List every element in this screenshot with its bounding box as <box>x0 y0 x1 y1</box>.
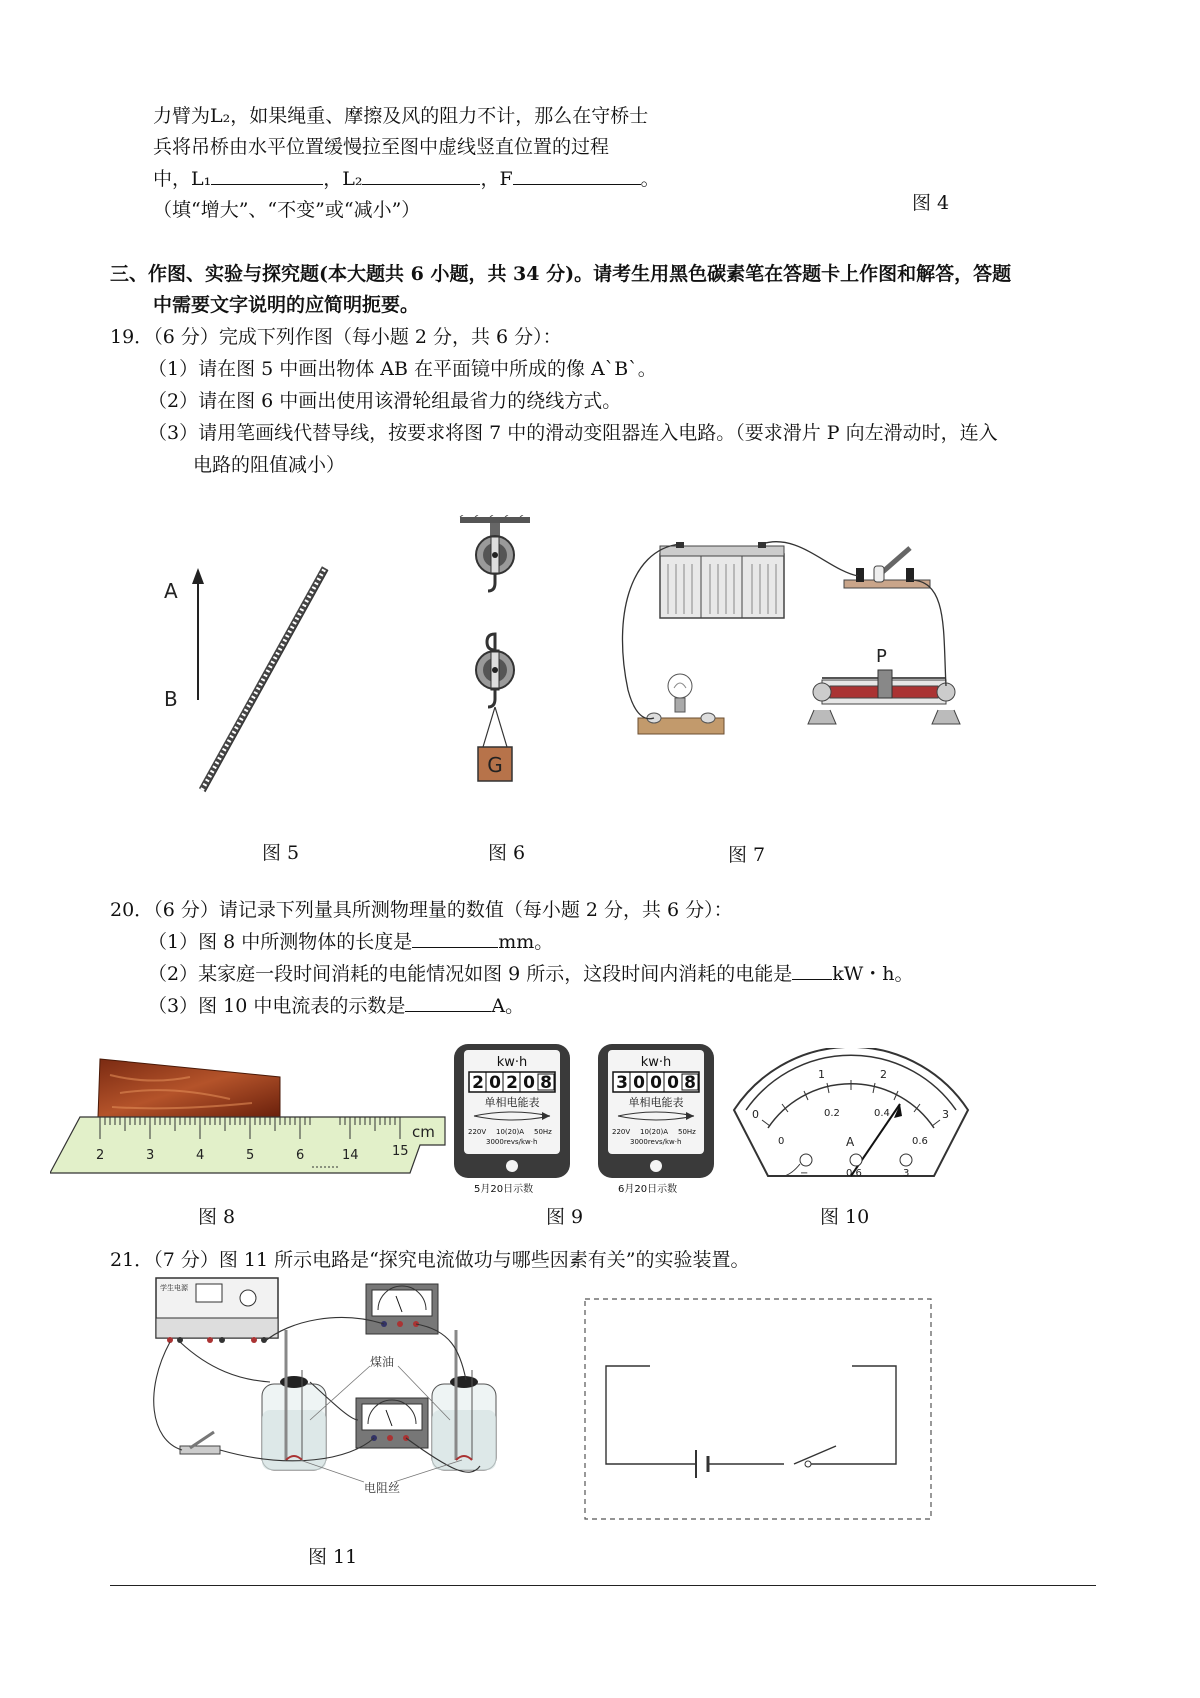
outer-tick-3: 3 <box>942 1108 949 1121</box>
q19-item3-line2: 电路的阻值减小） <box>193 454 346 476</box>
q19-item2: （2）请在图 6 中画出使用该滑轮组最省力的绕线方式。 <box>148 390 622 412</box>
meter-1 <box>454 1044 570 1195</box>
meter2-digit-4: 0 <box>667 1073 679 1093</box>
outer-tick-1: 1 <box>818 1068 825 1081</box>
switch-small <box>180 1432 220 1454</box>
ruler-body <box>50 1117 445 1173</box>
q18-line4: （填“增大”、“不变”或“减小”） <box>153 199 421 221</box>
meter-2 <box>598 1044 714 1195</box>
switch-contact <box>805 1461 811 1467</box>
power-supply <box>156 1278 278 1343</box>
meter1-spec-current: 10(20)A <box>496 1128 525 1136</box>
meter2-digit-3: 0 <box>650 1073 662 1093</box>
slider-label-p: P <box>876 646 887 667</box>
arrow-head <box>192 568 204 584</box>
meter2-digit-5: 8 <box>684 1073 696 1093</box>
dashed-border <box>585 1299 931 1519</box>
inner-tick-0: 0 <box>778 1136 785 1147</box>
inner-tick-0-2: 0.2 <box>824 1108 840 1119</box>
fig4-caption: 图 4 <box>912 192 950 214</box>
q20-stem: 20．（6 分）请记录下列量具所测物理量的数值（每小题 2 分，共 6 分）： <box>110 899 733 921</box>
fig6-pulley-diagram <box>450 515 540 800</box>
power-supply-label: 学生电源 <box>160 1284 188 1292</box>
meter1-digit-2: 0 <box>489 1073 501 1093</box>
q20-item3: （3）图 10 中电流表的示数是 A。 <box>148 995 525 1017</box>
tick-14: 14 <box>342 1148 359 1163</box>
flask-left <box>262 1330 326 1470</box>
answer-circuit-box <box>584 1298 934 1522</box>
meter2-digit-1: 3 <box>616 1073 628 1093</box>
page-bottom-rule <box>110 1585 1096 1586</box>
fig7-caption: 图 7 <box>728 844 766 866</box>
meter2-spec-freq: 50Hz <box>678 1128 696 1136</box>
fig8-ruler-diagram <box>50 1055 450 1180</box>
inner-tick-0-4: 0.4 <box>874 1108 890 1119</box>
tick-2: 2 <box>96 1148 105 1163</box>
partial-circuit <box>606 1366 896 1464</box>
meter1-digit-4: 0 <box>523 1073 535 1093</box>
meter2-unit: kw·h <box>640 1055 672 1070</box>
fig7-circuit-diagram <box>618 540 968 770</box>
label-a: A <box>164 579 178 603</box>
q21-stem: 21．（7 分）图 11 所示电路是“探究电流做功与哪些因素有关”的实验装置。 <box>110 1249 750 1271</box>
fig8-caption: 图 8 <box>198 1206 236 1228</box>
fig10-caption: 图 10 <box>820 1206 870 1228</box>
meter1-digit-5: 8 <box>540 1073 552 1093</box>
meter1-spec-freq: 50Hz <box>534 1128 552 1136</box>
movable-pulley <box>476 634 514 707</box>
q19-item3-line1: （3）请用笔画线代替导线，按要求将图 7 中的滑动变阻器连入电路。（要求滑片 P 向左滑动时，连入 <box>148 422 998 444</box>
flask-right <box>432 1330 496 1470</box>
sliding-rheostat <box>808 646 960 724</box>
q19-item1: （1）请在图 5 中画出物体 AB 在平面镜中所成的像 A`B`。 <box>148 358 657 380</box>
q20-item2: （2）某家庭一段时间消耗的电能情况如图 9 所示，这段时间内消耗的电能是 kW・h。 <box>148 963 914 985</box>
fig9-meter-diagram <box>452 1042 724 1196</box>
weight-g <box>478 747 512 781</box>
q18-line2: 兵将吊桥由水平位置缓慢拉至图中虚线竖直位置的过程 <box>153 136 610 158</box>
ceiling-mount <box>460 515 530 523</box>
bulb-holder <box>638 674 724 734</box>
tick-5: 5 <box>246 1148 255 1163</box>
q19-stem: 19．（6 分）完成下列作图（每小题 2 分，共 6 分）： <box>110 326 562 348</box>
meter2-spec-current: 10(20)A <box>640 1128 669 1136</box>
fig10-ammeter-diagram <box>728 1048 974 1180</box>
label-b: B <box>164 687 178 711</box>
ammeter-unit: A <box>846 1135 855 1149</box>
meter2-spec-voltage: 220V <box>612 1128 631 1136</box>
meter1-spec-rev: 3000revs/kw·h <box>486 1138 538 1146</box>
battery-symbol <box>696 1450 708 1478</box>
battery-pack <box>660 542 784 618</box>
terminal-0-6: 0.6 <box>846 1168 862 1179</box>
label-resistance-wire: 电阻丝 <box>364 1481 401 1495</box>
section3-heading-line2: 中需要文字说明的应简明扼要。 <box>153 294 420 316</box>
fig11-apparatus-diagram <box>150 1270 570 1510</box>
plane-mirror <box>202 568 328 792</box>
fig6-caption: 图 6 <box>488 842 526 864</box>
meter1-spec-voltage: 220V <box>468 1128 487 1136</box>
tick-4: 4 <box>196 1148 205 1163</box>
q20-item1: （1）图 8 中所测物体的长度是 mm。 <box>148 931 554 953</box>
outer-tick-2: 2 <box>880 1068 887 1081</box>
label-kerosene: 煤油 <box>370 1355 395 1369</box>
meter1-digit-1: 2 <box>472 1073 484 1093</box>
tick-6: 6 <box>296 1148 305 1163</box>
fig5-caption: 图 5 <box>262 842 300 864</box>
tick-3: 3 <box>146 1148 155 1163</box>
q18-line1: 力臂为L₂，如果绳重、摩擦及风的阻力不计，那么在守桥士 <box>153 105 649 127</box>
meter2-digit-2: 0 <box>633 1073 645 1093</box>
meter2-date: 6月20日示数 <box>618 1184 678 1195</box>
q18-line3: 中，L₁ ，L₂ ，F 。 <box>153 168 660 190</box>
fig11-caption: 图 11 <box>308 1546 358 1568</box>
outer-tick-0: 0 <box>752 1108 759 1121</box>
meter1-unit: kw·h <box>496 1055 528 1070</box>
section3-heading-line1: 三、作图、实验与探究题(本大题共 6 小题，共 34 分)。请考生用黑色碳素笔在答题卡上作图和解答，答题 <box>110 263 1012 285</box>
meter1-date: 5月20日示数 <box>474 1184 534 1195</box>
knife-switch <box>844 548 930 588</box>
inner-tick-0-6: 0.6 <box>912 1136 928 1147</box>
meter1-digit-3: 2 <box>506 1073 518 1093</box>
fig9-caption: 图 9 <box>546 1206 584 1228</box>
terminal-neg: − <box>800 1168 809 1179</box>
weight-label: G <box>487 753 503 777</box>
meter2-name: 单相电能表 <box>628 1096 684 1109</box>
ammeter-middle <box>356 1398 428 1448</box>
tick-15: 15 <box>392 1144 409 1159</box>
meter2-spec-rev: 3000revs/kw·h <box>630 1138 682 1146</box>
meter1-name: 单相电能表 <box>484 1096 540 1109</box>
fig5-mirror-diagram <box>150 560 350 800</box>
fixed-pulley <box>476 523 514 591</box>
ruler-unit: cm <box>412 1123 435 1141</box>
terminal-3: 3 <box>903 1168 910 1179</box>
